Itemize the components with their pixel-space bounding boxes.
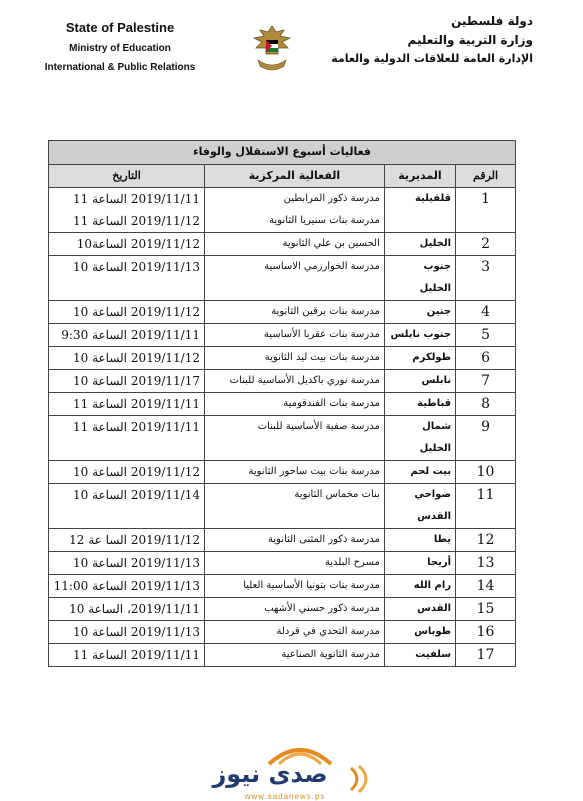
row-directorate: طولكرم — [384, 347, 455, 370]
row-activity: مدرسة بنات بيت ساحور الثانوية — [205, 461, 385, 484]
department-name-en: International & Public Relations — [44, 62, 196, 73]
table-row — [49, 529, 516, 552]
row-activity: مدرسة بنات عقربا الأساسية — [205, 324, 385, 347]
row-activity: مدرسة ذكور المثنى الثانوية — [205, 529, 385, 552]
table-row — [49, 347, 516, 370]
table-row — [49, 644, 516, 667]
activities-table — [48, 140, 516, 667]
row-number: 15 — [456, 598, 516, 621]
row-number: 9 — [456, 416, 516, 461]
table-row — [49, 598, 516, 621]
table-row — [49, 621, 516, 644]
row-activity: مدرسة بنات الفندقومية — [205, 393, 385, 416]
row-activity: مدرسة بنات سنيريا الثانوية — [205, 210, 385, 233]
row-directorate: قباطية — [384, 393, 455, 416]
row-directorate: الخليل — [384, 233, 455, 256]
logo-wave-icon — [345, 764, 375, 794]
table-row — [49, 575, 516, 598]
row-directorate: ضواحي القدس — [384, 484, 455, 529]
header-num: الرقم — [456, 165, 516, 188]
row-date: 2019/11/11 الساعة 11 — [49, 393, 205, 416]
row-date: 2019/11/12 الساعة 11 — [49, 210, 205, 233]
sada-news-logo — [195, 740, 385, 800]
row-activity: بنات مخماس الثانوية — [205, 484, 385, 529]
table-row — [49, 256, 516, 301]
row-activity: مدرسة الخوارزمي الاساسية — [205, 256, 385, 301]
table-row — [49, 552, 516, 575]
row-number: 5 — [456, 324, 516, 347]
row-date: 2019/11/12 الساعة 10 — [49, 347, 205, 370]
row-directorate: يطا — [384, 529, 455, 552]
header-directorate: المديرية — [384, 165, 455, 188]
header-date: التاريخ — [49, 165, 205, 188]
row-date: 2019/11/13 الساعة 10 — [49, 552, 205, 575]
table-row — [49, 461, 516, 484]
row-directorate: القدس — [384, 598, 455, 621]
row-date: 2019/11/11 الساعة 11 — [49, 644, 205, 667]
row-activity: مدرسة صفية الأساسية للبنات — [205, 416, 385, 461]
header-arabic — [323, 14, 533, 65]
logo-url: www.sadanews.ps — [244, 792, 326, 801]
row-number: 6 — [456, 347, 516, 370]
row-number: 13 — [456, 552, 516, 575]
ministry-name-ar: وزارة التربية والتعليم — [407, 33, 533, 47]
row-date: 2019/11/12 الساعة10 — [49, 233, 205, 256]
table-row — [49, 484, 516, 529]
row-directorate: جنين — [384, 301, 455, 324]
logo-text: صدى نيوز — [212, 760, 328, 788]
row-directorate: جنوب الخليل — [384, 256, 455, 301]
row-number: 17 — [456, 644, 516, 667]
row-activity: الحسين بن علي الثانوية — [205, 233, 385, 256]
row-date: 2019/11/11 الساعة 11 — [49, 416, 205, 461]
row-number: 8 — [456, 393, 516, 416]
row-date: 2019/11/11 الساعة 11 — [49, 188, 205, 211]
row-number: 10 — [456, 461, 516, 484]
row-number: 12 — [456, 529, 516, 552]
row-date: 2019/11/13 الساعة 10 — [49, 256, 205, 301]
table-row — [49, 370, 516, 393]
table-row — [49, 393, 516, 416]
header-activity: الفعالية المركزية — [205, 165, 385, 188]
row-activity: مدرسة التحدي في قردلة — [205, 621, 385, 644]
header-english — [10, 20, 230, 73]
ministry-name-en: Ministry of Education — [69, 43, 171, 54]
row-directorate: بيت لحم — [384, 461, 455, 484]
row-date: 2019/11/14 الساعة 10 — [49, 484, 205, 529]
state-name-ar: دولة فلسطين — [451, 14, 533, 28]
row-activity: مدرسة ذكور حسني الأشهب — [205, 598, 385, 621]
table-row — [49, 324, 516, 347]
row-number: 2 — [456, 233, 516, 256]
row-activity: مدرسة نوري باكديل الأساسية للبنات — [205, 370, 385, 393]
row-directorate: سلفيت — [384, 644, 455, 667]
row-date: 2019/11/13 الساعة 10 — [49, 621, 205, 644]
row-directorate: رام الله — [384, 575, 455, 598]
row-number: 14 — [456, 575, 516, 598]
row-number: 3 — [456, 256, 516, 301]
row-directorate: قلقيلية — [384, 188, 455, 233]
table-body — [49, 188, 516, 667]
row-activity: مدرسة بنات بتونيا الأساسية العليا — [205, 575, 385, 598]
row-date: 2019/11/12 السا عة 12 — [49, 529, 205, 552]
row-activity: مدرسة ذكور المرابطين — [205, 188, 385, 211]
table-row — [49, 233, 516, 256]
row-number: 7 — [456, 370, 516, 393]
row-date: 2019/11/12 الساعة 10 — [49, 301, 205, 324]
row-number: 16 — [456, 621, 516, 644]
state-name-en: State of Palestine — [65, 20, 175, 35]
row-directorate: جنوب نابلس — [384, 324, 455, 347]
row-directorate: طوباس — [384, 621, 455, 644]
row-date: 2019/11/12 الساعة 10 — [49, 461, 205, 484]
row-activity: مسرح البلدية — [205, 552, 385, 575]
palestine-emblem-icon — [248, 20, 296, 80]
table-title: فعاليات أسبوع الاستقلال والوفاء — [49, 141, 516, 165]
row-directorate: شمال الخليل — [384, 416, 455, 461]
row-activity: مدرسة بنات بيت ليد الثانوية — [205, 347, 385, 370]
row-directorate: نابلس — [384, 370, 455, 393]
row-date: 2019/11/11 الساعة 9:30 — [49, 324, 205, 347]
row-date: 2019/11/13 الساعة 11:00 — [49, 575, 205, 598]
row-number: 4 — [456, 301, 516, 324]
row-activity: مدرسة الثانوية الصناعية — [205, 644, 385, 667]
row-date: 2019/11/17 الساعة 10 — [49, 370, 205, 393]
table-row — [49, 416, 516, 461]
row-date: 2019/11/11، الساعة 10 — [49, 598, 205, 621]
department-name-ar: الإدارة العامة للعلاقات الدولية والعامة — [331, 52, 533, 65]
row-directorate: أريحا — [384, 552, 455, 575]
table-row — [49, 188, 516, 211]
row-number: 1 — [456, 188, 516, 233]
table-row — [49, 301, 516, 324]
row-activity: مدرسة بنات برقين الثانوية — [205, 301, 385, 324]
row-number: 11 — [456, 484, 516, 529]
